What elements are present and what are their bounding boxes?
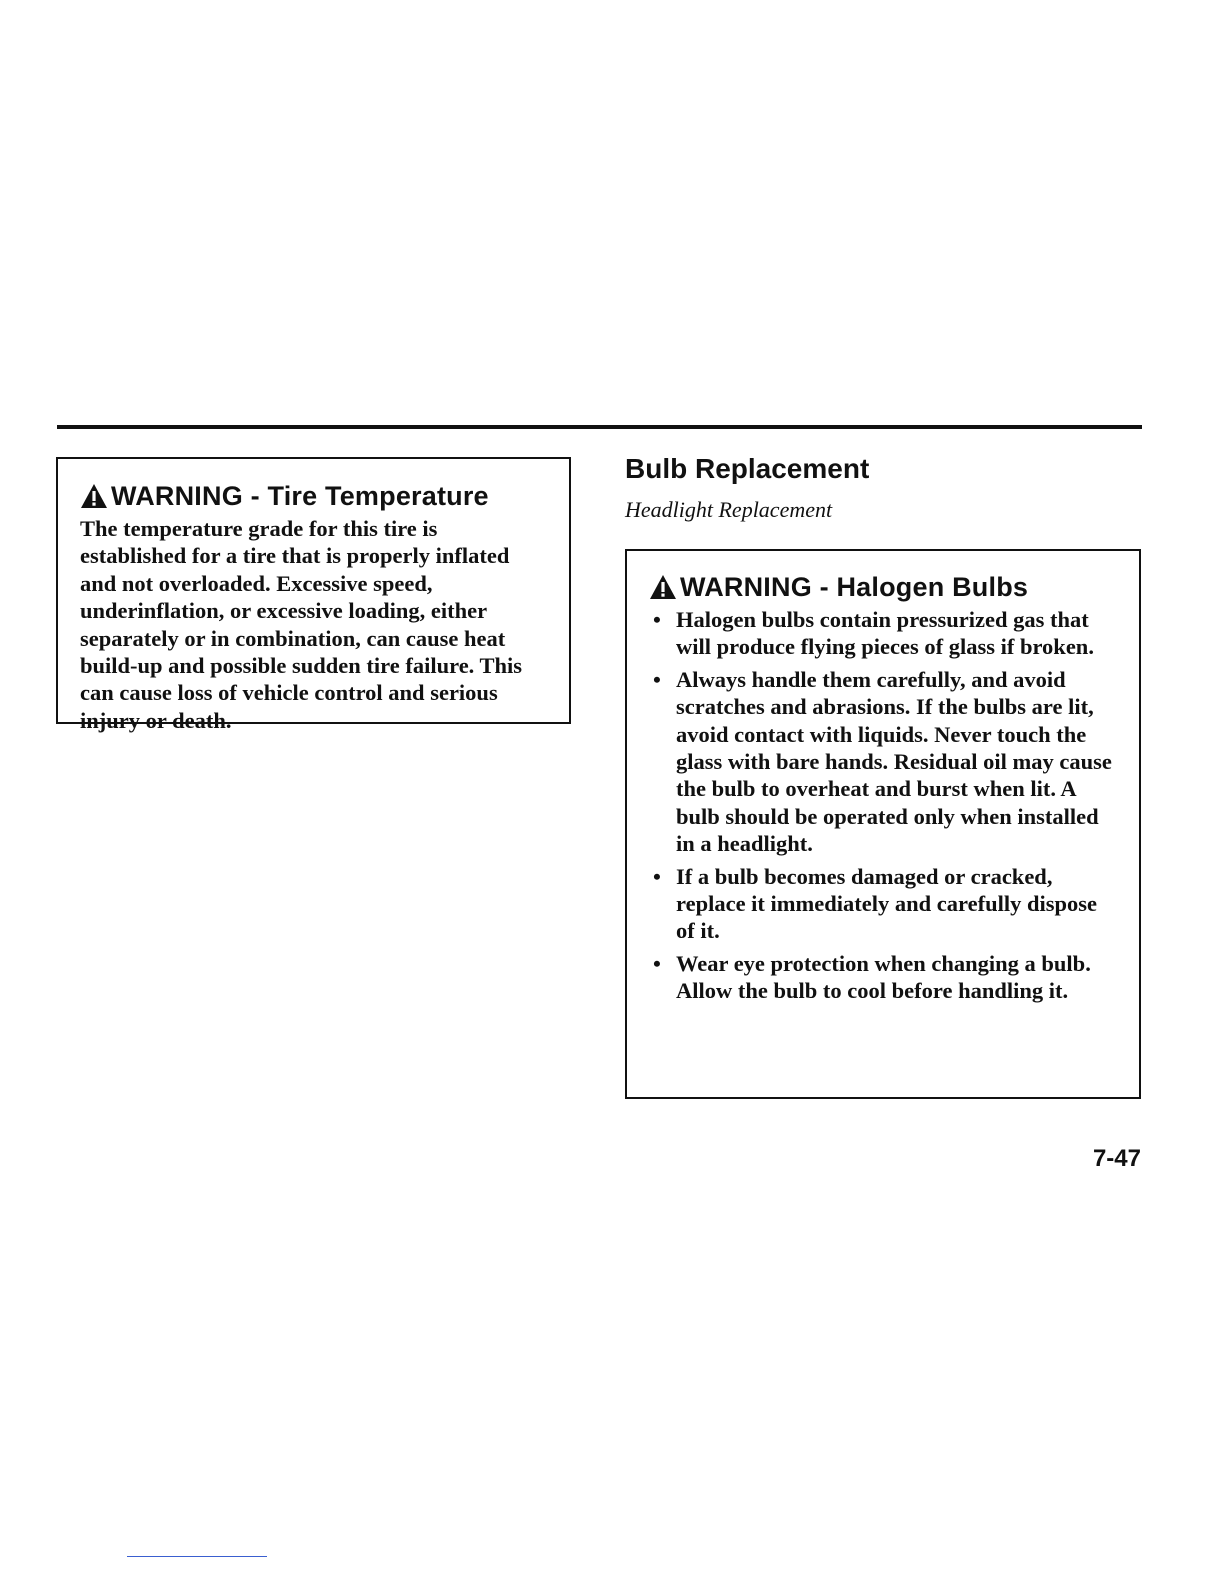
list-item bbox=[649, 606, 1121, 661]
list-item bbox=[649, 666, 1121, 858]
bullet-icon: • bbox=[653, 863, 661, 889]
tire-warning-heading bbox=[80, 479, 549, 513]
halogen-warning-list bbox=[649, 606, 1121, 1005]
page-number: 7-47 bbox=[1092, 1145, 1141, 1172]
bullet-text: Halogen bulbs contain pressurized gas that will produce flying pieces of glass if broken. bbox=[676, 607, 1094, 660]
halogen-warning-title: WARNING - Halogen Bulbs bbox=[680, 572, 1029, 602]
header-rule bbox=[57, 425, 1142, 429]
halogen-bulbs-warning-box bbox=[625, 549, 1141, 1099]
bullet-text: If a bulb becomes damaged or cracked, replace it immediately and carefully dispose of it. bbox=[676, 863, 1098, 944]
halogen-warning-heading bbox=[649, 570, 1121, 604]
bullet-icon: • bbox=[653, 607, 661, 632]
tire-warning-title: WARNING - Tire Temperature bbox=[111, 481, 489, 511]
list-item bbox=[649, 863, 1121, 945]
bullet-icon: • bbox=[653, 666, 661, 692]
warning-triangle-icon bbox=[80, 483, 108, 509]
tire-warning-body: The temperature grade for this tire is established for a tire that is properly inflated and not overloaded. Excessive speed, underinflation, or excessive loading, either separately or in combination, can cause heat build-up and possible sudden tire failure. This can cause loss of vehicle control and serious injury or death. bbox=[80, 516, 523, 733]
subsection-title: Headlight Replacement bbox=[625, 497, 833, 522]
warning-triangle-icon bbox=[649, 574, 677, 600]
bullet-icon: • bbox=[653, 950, 661, 976]
footer-divider bbox=[127, 1556, 267, 1557]
bullet-text: Wear eye protection when changing a bulb. Allow the bulb to cool before handling it. bbox=[676, 950, 1091, 1004]
bullet-text: Always handle them carefully, and avoid scratches and abrasions. If the bulbs are lit, avoid contact with liquids. Never touch the glass with bare hands. Residual oil may cause the bulb to overheat and burst when lit. A bulb should be operated only when installed in a headlight. bbox=[676, 666, 1112, 857]
section-title: Bulb Replacement bbox=[625, 453, 870, 484]
tire-temperature-warning-box bbox=[56, 457, 571, 733]
list-item bbox=[649, 950, 1121, 1005]
